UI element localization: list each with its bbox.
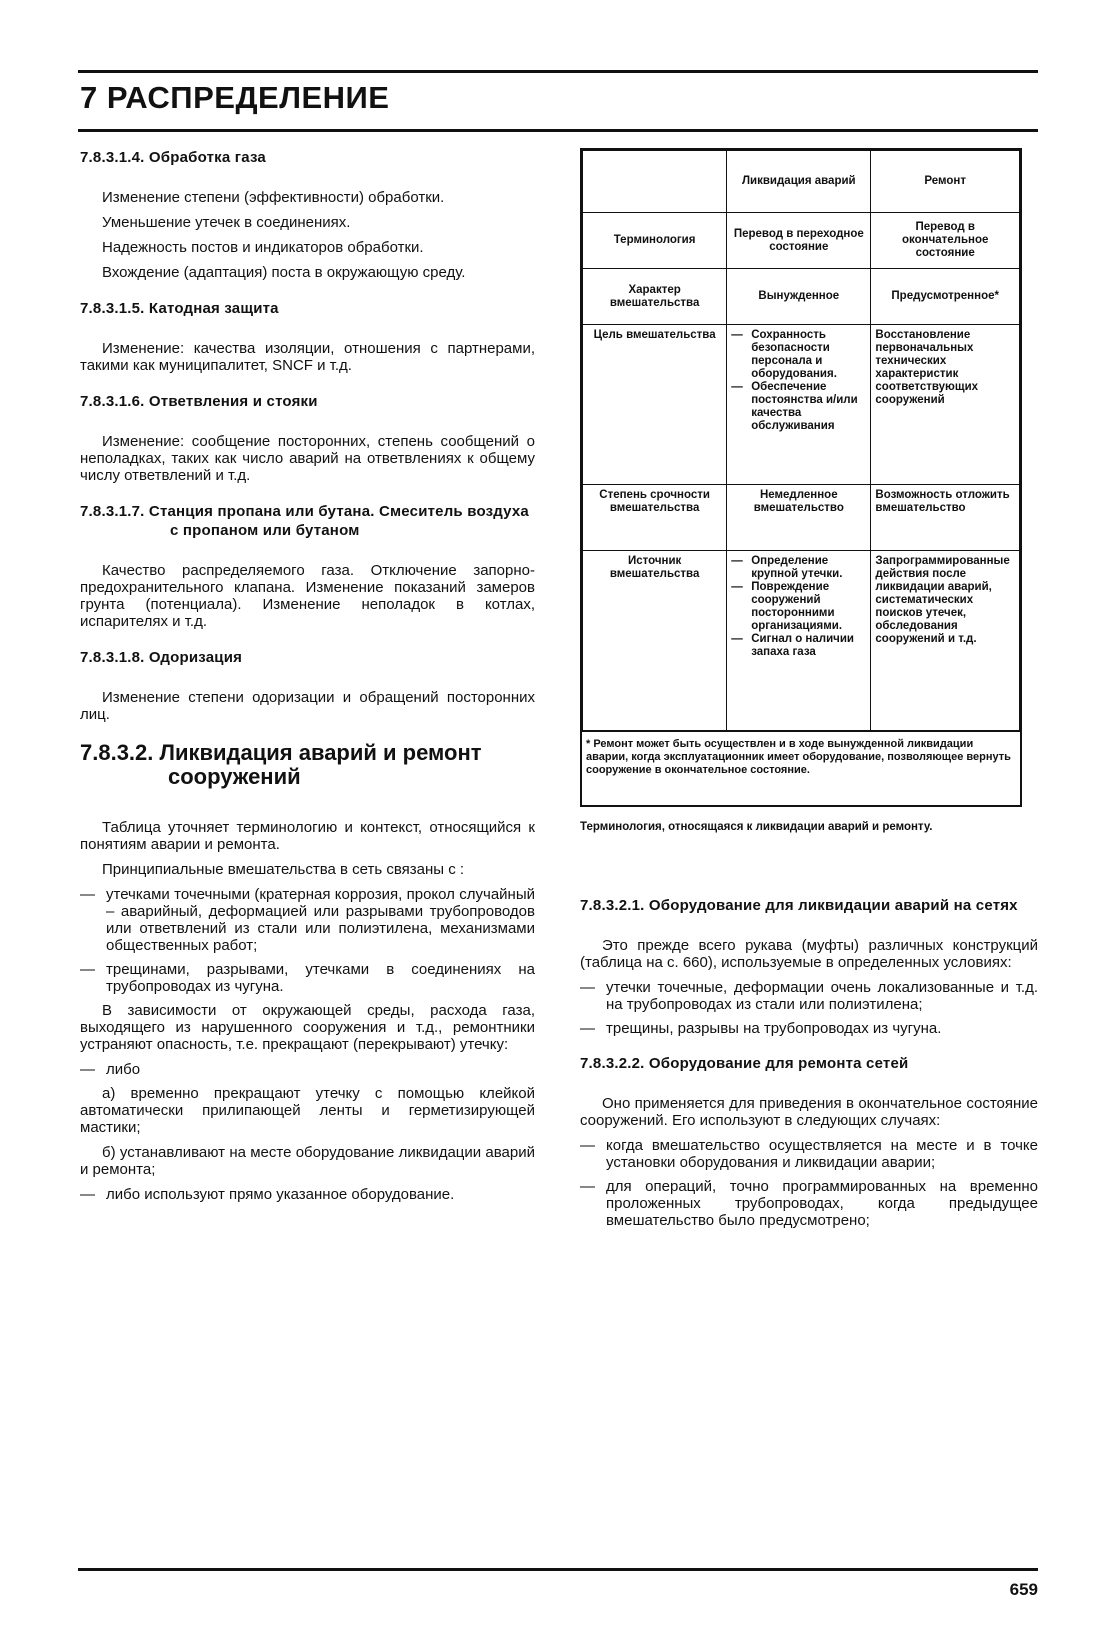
table-cell: Возможность отложить вмешательство <box>871 485 1020 551</box>
table-cell: Перевод в окончательное состояние <box>871 213 1020 269</box>
list-item: — либо <box>80 1061 141 1078</box>
list-item: — Сохранность безопасности персонала и оборудования. <box>731 329 837 380</box>
table-row-label: Цель вмешательства <box>583 325 727 485</box>
list-item: — Обеспечение постоянства и/или качества обслуживания <box>731 381 858 432</box>
table-row-label: Терминология <box>583 213 727 269</box>
paragraph: Изменение степени (эффективности) обработки. <box>102 189 445 206</box>
list-item: — когда вмешательство осуществляется на месте и в точке установки оборудования и ликвидации аварии; <box>580 1137 1038 1171</box>
section-title-gas-treatment: 7.8.3.1.4. Обработка газа <box>80 149 266 166</box>
top-rule <box>78 70 1038 73</box>
left-column <box>80 148 535 1210</box>
table-corner-cell <box>583 151 727 213</box>
table-header-cell: Ремонт <box>871 151 1020 213</box>
paragraph: Вхождение (адаптация) поста в окружающую среду. <box>102 264 466 281</box>
paragraph: Изменение: качества изоляции, отношения с партнерами, такими как муниципалитет, SNCF и т.д. <box>80 340 535 374</box>
list-item: — Повреждение сооружений посторонними организациями. <box>731 581 843 632</box>
paragraph: Изменение: сообщение посторонних, степень сообщений о неполадках, таких как число аварий на ответвлениях к общему числу ответвлений и т.д. <box>80 433 535 484</box>
list-item: — утечками точечными (кратерная коррозия, прокол случайный – аварийный, деформацией или разрывами трубопроводов или ответвлений из стали или полиэтилена, механизмами общественных работ; <box>80 886 535 954</box>
table-caption: Терминология, относящаяся к ликвидации аварий и ремонту. <box>580 821 933 833</box>
table-cell: Предусмотренное* <box>871 269 1020 325</box>
paragraph: Качество распределяемого газа. Отключение запорно-предохранительного клапана. Изменение показаний замеров грунта (потенциала). Изменение неполадок в котлах, испарителях и т.д. <box>80 562 535 630</box>
table-cell: Вынужденное <box>727 269 871 325</box>
table-cell <box>727 325 871 485</box>
table-header-cell: Ликвидация аварий <box>727 151 871 213</box>
section-heading-accident-repair: 7.8.3.2. Ликвидация аварий и ремонт сооружений <box>80 740 482 789</box>
section-title-branches-risers: 7.8.3.1.6. Ответвления и стояки <box>80 393 318 410</box>
terminology-table <box>580 148 1022 807</box>
header-rule <box>78 129 1038 132</box>
list-item: — Сигнал о наличии запаха газа <box>731 633 854 658</box>
section-title-repair-equipment: 7.8.3.2.2. Оборудование для ремонта сетей <box>580 1055 909 1072</box>
footer-rule <box>78 1568 1038 1571</box>
table-cell: Запрограммированные действия после ликвидации аварий, систематических поисков утечек, обследования сооружений и т.д. <box>871 551 1020 731</box>
paragraph: Это прежде всего рукава (муфты) различных конструкций (таблица на с. 660), используемые в определенных условиях: <box>580 937 1038 971</box>
list-item: — Определение крупной утечки. <box>731 555 843 580</box>
paragraph: Надежность постов и индикаторов обработки. <box>102 239 424 256</box>
right-column <box>580 148 1038 1236</box>
paragraph: Принципиальные вмешательства в сеть связаны с : <box>102 861 465 878</box>
chapter-title: 7 РАСПРЕДЕЛЕНИЕ <box>80 80 390 115</box>
section-title-odorization: 7.8.3.1.8. Одоризация <box>80 649 243 666</box>
table-footnote: * Ремонт может быть осуществлен и в ходе вынужденной ликвидации аварии, когда эксплуатационник имеет оборудование, позволяющее вернуть сооружение в окончательное состояние. <box>582 731 1020 783</box>
list-item: — трещины, разрывы на трубопроводах из чугуна. <box>580 1020 942 1037</box>
section-title-propane-station: 7.8.3.1.7. Станция пропана или бутана. Смеситель воздуха с пропаном или бутаном <box>80 503 529 539</box>
table-cell: Немедленное вмешательство <box>727 485 871 551</box>
paragraph: Уменьшение утечек в соединениях. <box>102 214 351 231</box>
paragraph: Таблица уточняет терминологию и контекст, относящийся к понятиям аварии и ремонта. <box>80 819 535 853</box>
page-number: 659 <box>1009 1580 1038 1599</box>
list-item: — для операций, точно программированных на временно проложенных трубопроводах, когда предыдущее вмешательство было предусмотрено; <box>580 1178 1038 1229</box>
table-cell: Перевод в переходное состояние <box>727 213 871 269</box>
list-item: — утечки точечные, деформации очень локализованные и т.д. на трубопроводах из стали или полиэтилена; <box>580 979 1038 1013</box>
paragraph: Изменение степени одоризации и обращений посторонних лиц. <box>80 689 535 723</box>
list-item: — трещинами, разрывами, утечками в соединениях на трубопроводах из чугуна. <box>80 961 535 995</box>
table-cell: Восстановление первоначальных технических характеристик соответствующих сооружений <box>871 325 1020 485</box>
table-row-label: Характер вмешательства <box>583 269 727 325</box>
paragraph: а) временно прекращают утечку с помощью клейкой автоматически прилипающей ленты и герметизирующей мастики; <box>80 1085 535 1136</box>
paragraph: Оно применяется для приведения в окончательное состояние сооружений. Его используют в следующих случаях: <box>580 1095 1038 1129</box>
section-title-emergency-equipment: 7.8.3.2.1. Оборудование для ликвидации аварий на сетях <box>580 897 1018 914</box>
list-item: — либо используют прямо указанное оборудование. <box>80 1186 455 1203</box>
table-cell <box>727 551 871 731</box>
table-row-label: Источник вмешательства <box>583 551 727 731</box>
table-row-label: Степень срочности вмешательства <box>583 485 727 551</box>
paragraph: В зависимости от окружающей среды, расхода газа, выходящего из нарушенного сооружения и т.д., ремонтники устраняют опасность, т.е. прекращают (перекрывают) утечку: <box>80 1002 535 1053</box>
section-title-cathodic-protection: 7.8.3.1.5. Катодная защита <box>80 300 279 317</box>
paragraph: б) устанавливают на месте оборудование ликвидации аварий и ремонта; <box>80 1144 535 1178</box>
